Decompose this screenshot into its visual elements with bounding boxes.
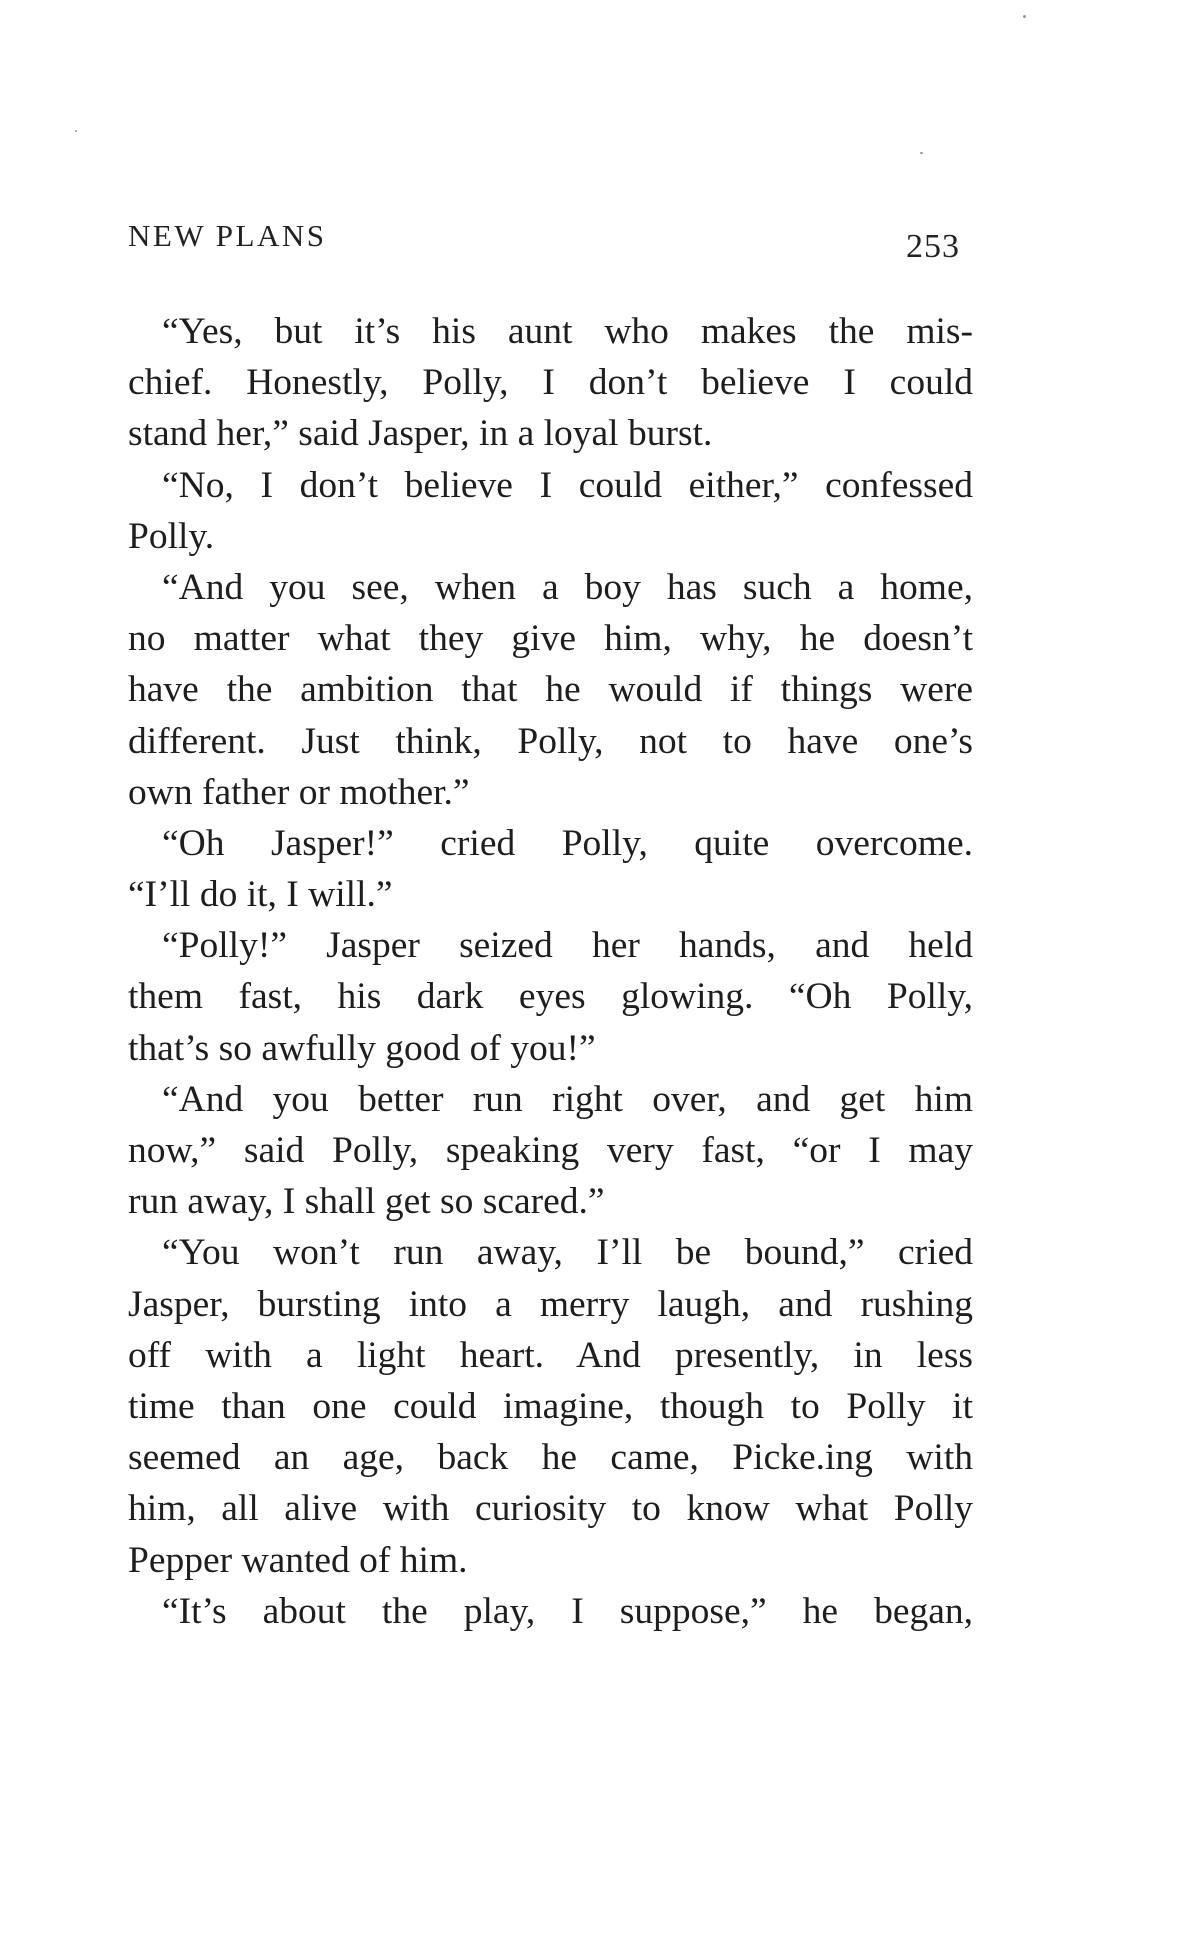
body-text <box>128 306 973 1637</box>
text-line: different. Just think, Polly, not to have one’s <box>128 720 973 762</box>
text-line: “I’ll do it, I will.” <box>128 874 393 916</box>
text-line: chief. Honestly, Polly, I don’t believe I could <box>128 362 973 404</box>
running-head: NEW PLANS <box>128 218 327 253</box>
text-line: have the ambition that he would if things were <box>128 669 973 711</box>
text-line: “Yes, but it’s his aunt who makes the mis- <box>162 311 973 352</box>
text-line: own father or mother.” <box>128 771 470 813</box>
text-line: “It’s about the play, I suppose,” he began, <box>162 1590 973 1632</box>
text-line: “And you better run right over, and get him <box>162 1078 973 1120</box>
text-line: seemed an age, back he came, Picke.ing with <box>128 1437 973 1479</box>
page-number: 253 <box>906 228 960 265</box>
text-line: run away, I shall get so scared.” <box>128 1181 605 1223</box>
paper-speck <box>920 152 923 154</box>
text-line: stand her,” said Jasper, in a loyal burst. <box>128 413 713 455</box>
text-line: him, all alive with curiosity to know what Polly <box>128 1488 973 1530</box>
text-line: Pepper wanted of him. <box>128 1539 468 1581</box>
text-line: Polly. <box>128 515 215 557</box>
text-line: Jasper, bursting into a merry laugh, and rushing <box>128 1283 973 1325</box>
text-line: time than one could imagine, though to Polly it <box>128 1385 973 1427</box>
text-line: that’s so awfully good of you!” <box>128 1027 596 1069</box>
text-line: now,” said Polly, speaking very fast, “or I may <box>128 1130 973 1171</box>
text-line: “Polly!” Jasper seized her hands, and held <box>162 925 973 967</box>
text-line: no matter what they give him, why, he doesn’t <box>128 618 973 660</box>
text-line: “No, I don’t believe I could either,” confessed <box>162 464 973 506</box>
text-line: “And you see, when a boy has such a home, <box>162 566 973 608</box>
text-line: them fast, his dark eyes glowing. “Oh Polly, <box>128 976 973 1018</box>
text-line: off with a light heart. And presently, in less <box>128 1334 973 1376</box>
text-line: “Oh Jasper!” cried Polly, quite overcome. <box>162 822 973 864</box>
paper-speck <box>75 130 77 132</box>
paper-speck <box>1023 15 1026 18</box>
text-line: “You won’t run away, I’ll be bound,” cried <box>162 1232 973 1274</box>
